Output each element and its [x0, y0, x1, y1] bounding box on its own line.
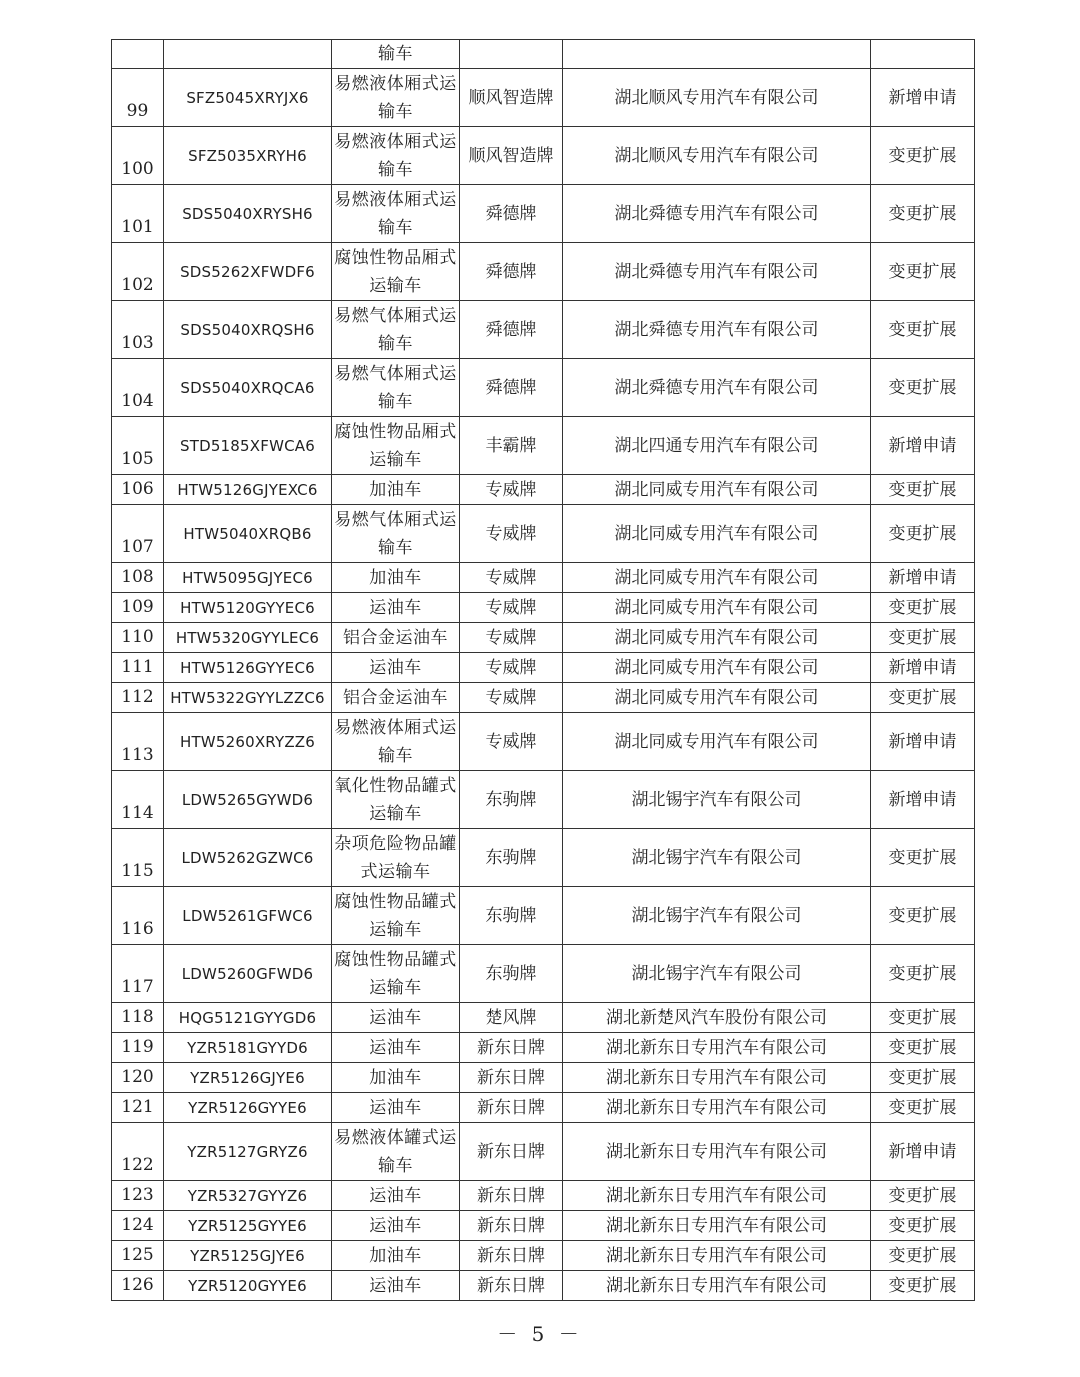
cell-model: LDW5260GFWD6: [164, 945, 332, 1003]
cell-no: 120: [112, 1063, 164, 1093]
cell-status: 新增申请: [871, 713, 975, 771]
cell-status: 变更扩展: [871, 623, 975, 653]
table-row: [112, 829, 975, 887]
cell-brand: 专威牌: [460, 623, 563, 653]
cell-status: 新增申请: [871, 771, 975, 829]
vehicle-name-line: 铝合金运油车: [343, 627, 448, 648]
cell-status: 变更扩展: [871, 301, 975, 359]
cell-brand: 东驹牌: [460, 829, 563, 887]
vehicle-name-line: 运油车: [369, 1097, 422, 1118]
cell-brand: 舜德牌: [460, 243, 563, 301]
cell-vehicle-name: [332, 359, 460, 417]
vehicle-name-line: 运输车: [369, 919, 422, 940]
cell-company: 湖北新东日专用汽车有限公司: [563, 1033, 871, 1063]
cell-status: 变更扩展: [871, 475, 975, 505]
cell-status: 变更扩展: [871, 1181, 975, 1211]
cell-company: 湖北同威专用汽车有限公司: [563, 505, 871, 563]
cell-vehicle-name: [332, 475, 460, 505]
cell-model: YZR5125GJYE6: [164, 1241, 332, 1271]
cell-model: SFZ5045XRYJX6: [164, 69, 332, 127]
cell-model: HTW5320GYYLEC6: [164, 623, 332, 653]
vehicle-name-line: 输车: [378, 159, 413, 180]
vehicle-name-line: 输车: [378, 537, 413, 558]
cell-company: 湖北锡宇汽车有限公司: [563, 887, 871, 945]
cell-model: STD5185XFWCA6: [164, 417, 332, 475]
cell-brand: 专威牌: [460, 505, 563, 563]
table-row: [112, 623, 975, 653]
cell-no: 116: [112, 887, 164, 945]
vehicle-name-line: 易燃气体厢式运: [334, 363, 457, 384]
table-row: [112, 1241, 975, 1271]
table-body: [112, 40, 975, 1301]
cell-model: LDW5265GYWD6: [164, 771, 332, 829]
cell-status: 变更扩展: [871, 945, 975, 1003]
vehicle-name-line: 输车: [378, 391, 413, 412]
cell-status: 新增申请: [871, 1123, 975, 1181]
cell-no: 118: [112, 1003, 164, 1033]
table-row: [112, 1181, 975, 1211]
cell-status: 变更扩展: [871, 1271, 975, 1301]
table-row: [112, 1063, 975, 1093]
cell-model: SDS5040XRQSH6: [164, 301, 332, 359]
cell-model: SDS5040XRQCA6: [164, 359, 332, 417]
cell-vehicle-name: [332, 1093, 460, 1123]
cell-company: 湖北同威专用汽车有限公司: [563, 713, 871, 771]
cell-brand: 舜德牌: [460, 301, 563, 359]
cell-no: 113: [112, 713, 164, 771]
table-row: [112, 301, 975, 359]
cell-no: 115: [112, 829, 164, 887]
vehicle-name-line: 杂项危险物品罐: [334, 833, 457, 854]
cell-no: 101: [112, 185, 164, 243]
table-row: [112, 475, 975, 505]
cell-vehicle-name: [332, 417, 460, 475]
table-row: [112, 127, 975, 185]
cell-status: 新增申请: [871, 653, 975, 683]
table-row: [112, 1211, 975, 1241]
vehicle-name-line: 氧化性物品罐式: [334, 775, 457, 796]
cell-status: 变更扩展: [871, 593, 975, 623]
vehicle-name-line: 运油车: [369, 1185, 422, 1206]
cell-status: 变更扩展: [871, 1241, 975, 1271]
cell-brand: 丰霸牌: [460, 417, 563, 475]
cell-brand: 顺风智造牌: [460, 127, 563, 185]
cell-status: 新增申请: [871, 417, 975, 475]
cell-no: 105: [112, 417, 164, 475]
vehicle-name-line: 运油车: [369, 597, 422, 618]
cell-vehicle-name: [332, 563, 460, 593]
cell-model: HTW5120GYYEC6: [164, 593, 332, 623]
cell-no: 119: [112, 1033, 164, 1063]
cell-model: SDS5262XFWDF6: [164, 243, 332, 301]
cell-company: 湖北新楚风汽车股份有限公司: [563, 1003, 871, 1033]
cell-brand: 新东日牌: [460, 1093, 563, 1123]
vehicle-name-line: 易燃气体厢式运: [334, 509, 457, 530]
cell-vehicle-name: [332, 127, 460, 185]
cell-status: 变更扩展: [871, 683, 975, 713]
cell-model: YZR5126GYYE6: [164, 1093, 332, 1123]
cell-model: SFZ5035XRYH6: [164, 127, 332, 185]
cell-brand: 新东日牌: [460, 1241, 563, 1271]
cell-no: 108: [112, 563, 164, 593]
cell-model: LDW5261GFWC6: [164, 887, 332, 945]
vehicle-name-line: 加油车: [369, 1067, 422, 1088]
cell-vehicle-name: [332, 1123, 460, 1181]
cell-vehicle-name: [332, 1241, 460, 1271]
table-row: [112, 1003, 975, 1033]
cell-company: 湖北同威专用汽车有限公司: [563, 653, 871, 683]
cell-company: 湖北顺风专用汽车有限公司: [563, 69, 871, 127]
cell-vehicle-name: [332, 1063, 460, 1093]
cell-no: 109: [112, 593, 164, 623]
cell-status: 新增申请: [871, 563, 975, 593]
vehicle-name-line: 易燃液体厢式运: [334, 717, 457, 738]
vehicle-name-line: 运输车: [369, 449, 422, 470]
cell-status: 变更扩展: [871, 127, 975, 185]
cell-vehicle-name: [332, 40, 460, 69]
cell-no: 123: [112, 1181, 164, 1211]
cell-status: 变更扩展: [871, 243, 975, 301]
vehicle-name-line: 易燃液体罐式运: [334, 1127, 457, 1148]
vehicle-name-line: 运油车: [369, 1007, 422, 1028]
cell-no: 111: [112, 653, 164, 683]
cell-company: 湖北同威专用汽车有限公司: [563, 623, 871, 653]
cell-no: 99: [112, 69, 164, 127]
cell-status: 变更扩展: [871, 359, 975, 417]
cell-company: 湖北舜德专用汽车有限公司: [563, 359, 871, 417]
cell-no: [112, 40, 164, 69]
vehicle-name-line: 腐蚀性物品厢式: [334, 247, 457, 268]
cell-company: 湖北锡宇汽车有限公司: [563, 829, 871, 887]
table-row: [112, 69, 975, 127]
cell-status: 变更扩展: [871, 1211, 975, 1241]
vehicle-name-line: 易燃液体厢式运: [334, 131, 457, 152]
vehicle-name-line: 腐蚀性物品罐式: [334, 891, 457, 912]
vehicle-name-line: 运输车: [369, 275, 422, 296]
vehicle-name-line: 式运输车: [360, 861, 431, 882]
cell-no: 106: [112, 475, 164, 505]
cell-brand: 东驹牌: [460, 771, 563, 829]
table-row: [112, 1033, 975, 1063]
cell-company: 湖北新东日专用汽车有限公司: [563, 1241, 871, 1271]
cell-vehicle-name: [332, 1033, 460, 1063]
vehicle-name-line: 输车: [378, 217, 413, 238]
cell-status: 变更扩展: [871, 1033, 975, 1063]
cell-vehicle-name: [332, 69, 460, 127]
vehicle-name-line: 输车: [378, 745, 413, 766]
cell-no: 114: [112, 771, 164, 829]
continued-row: [112, 40, 975, 69]
table-row: [112, 243, 975, 301]
table-row: [112, 683, 975, 713]
cell-company: 湖北同威专用汽车有限公司: [563, 563, 871, 593]
cell-company: 湖北舜德专用汽车有限公司: [563, 185, 871, 243]
cell-no: 110: [112, 623, 164, 653]
cell-brand: 新东日牌: [460, 1033, 563, 1063]
vehicle-name-line: 输车: [378, 101, 413, 122]
cell-model: HTW5095GJYEC6: [164, 563, 332, 593]
cell-no: 107: [112, 505, 164, 563]
cell-status: 新增申请: [871, 69, 975, 127]
cell-brand: 新东日牌: [460, 1181, 563, 1211]
vehicle-name-line: 加油车: [369, 1245, 422, 1266]
cell-status: 变更扩展: [871, 829, 975, 887]
cell-status: 变更扩展: [871, 1093, 975, 1123]
cell-company: 湖北新东日专用汽车有限公司: [563, 1093, 871, 1123]
cell-brand: 新东日牌: [460, 1123, 563, 1181]
cell-brand: 东驹牌: [460, 945, 563, 1003]
vehicle-name-line: 运油车: [369, 1275, 422, 1296]
vehicle-name-line: 运输车: [369, 803, 422, 824]
table-row: [112, 563, 975, 593]
cell-vehicle-name: [332, 887, 460, 945]
cell-vehicle-name: [332, 683, 460, 713]
cell-no: 122: [112, 1123, 164, 1181]
cell-vehicle-name: [332, 713, 460, 771]
cell-status: 变更扩展: [871, 1063, 975, 1093]
vehicle-name-line: 运油车: [369, 1215, 422, 1236]
cell-model: HTW5126GJYEXC6: [164, 475, 332, 505]
cell-brand: 专威牌: [460, 713, 563, 771]
cell-model: [164, 40, 332, 69]
cell-brand: 顺风智造牌: [460, 69, 563, 127]
table-row: [112, 945, 975, 1003]
cell-brand: 舜德牌: [460, 185, 563, 243]
table-row: [112, 771, 975, 829]
cell-model: LDW5262GZWC6: [164, 829, 332, 887]
vehicle-name-line: 铝合金运油车: [343, 687, 448, 708]
cell-model: YZR5327GYYZ6: [164, 1181, 332, 1211]
cell-company: 湖北四通专用汽车有限公司: [563, 417, 871, 475]
cell-company: 湖北锡宇汽车有限公司: [563, 945, 871, 1003]
cell-company: 湖北舜德专用汽车有限公司: [563, 301, 871, 359]
cell-no: 117: [112, 945, 164, 1003]
cell-brand: 舜德牌: [460, 359, 563, 417]
cell-no: 104: [112, 359, 164, 417]
vehicle-name-line: 运输车: [369, 977, 422, 998]
cell-model: YZR5125GYYE6: [164, 1211, 332, 1241]
table-row: [112, 1093, 975, 1123]
cell-model: SDS5040XRYSH6: [164, 185, 332, 243]
cell-company: [563, 40, 871, 69]
cell-no: 102: [112, 243, 164, 301]
cell-model: HTW5126GYYEC6: [164, 653, 332, 683]
cell-company: 湖北舜德专用汽车有限公司: [563, 243, 871, 301]
vehicle-name-line: 易燃液体厢式运: [334, 73, 457, 94]
cell-brand: 专威牌: [460, 653, 563, 683]
cell-no: 124: [112, 1211, 164, 1241]
cell-company: 湖北新东日专用汽车有限公司: [563, 1271, 871, 1301]
vehicle-name-line: 输车: [378, 44, 413, 64]
cell-vehicle-name: [332, 945, 460, 1003]
cell-brand: 新东日牌: [460, 1211, 563, 1241]
cell-company: 湖北新东日专用汽车有限公司: [563, 1123, 871, 1181]
table-row: [112, 593, 975, 623]
cell-model: YZR5127GRYZ6: [164, 1123, 332, 1181]
cell-vehicle-name: [332, 1271, 460, 1301]
cell-vehicle-name: [332, 1211, 460, 1241]
table-row: [112, 505, 975, 563]
page-number: － 5 －: [497, 1322, 583, 1346]
cell-vehicle-name: [332, 1003, 460, 1033]
cell-vehicle-name: [332, 593, 460, 623]
cell-brand: 楚风牌: [460, 1003, 563, 1033]
cell-vehicle-name: [332, 771, 460, 829]
cell-model: HTW5040XRQB6: [164, 505, 332, 563]
vehicle-catalog-table: [111, 39, 975, 1301]
table-row: [112, 713, 975, 771]
cell-no: 103: [112, 301, 164, 359]
cell-model: YZR5120GYYE6: [164, 1271, 332, 1301]
cell-no: 100: [112, 127, 164, 185]
vehicle-name-line: 运油车: [369, 1037, 422, 1058]
cell-no: 121: [112, 1093, 164, 1123]
cell-status: 变更扩展: [871, 1003, 975, 1033]
table-row: [112, 887, 975, 945]
cell-status: 变更扩展: [871, 887, 975, 945]
cell-vehicle-name: [332, 623, 460, 653]
cell-model: HQG5121GYYGD6: [164, 1003, 332, 1033]
table-row: [112, 359, 975, 417]
vehicle-name-line: 易燃液体厢式运: [334, 189, 457, 210]
cell-brand: 新东日牌: [460, 1271, 563, 1301]
cell-model: YZR5126GJYE6: [164, 1063, 332, 1093]
cell-company: 湖北同威专用汽车有限公司: [563, 475, 871, 505]
table-row: [112, 1271, 975, 1301]
cell-brand: 专威牌: [460, 593, 563, 623]
cell-brand: 专威牌: [460, 563, 563, 593]
cell-no: 126: [112, 1271, 164, 1301]
cell-company: 湖北新东日专用汽车有限公司: [563, 1211, 871, 1241]
cell-company: 湖北同威专用汽车有限公司: [563, 593, 871, 623]
cell-company: 湖北锡宇汽车有限公司: [563, 771, 871, 829]
vehicle-name-line: 输车: [378, 1155, 413, 1176]
cell-model: YZR5181GYYD6: [164, 1033, 332, 1063]
vehicle-name-line: 加油车: [369, 479, 422, 500]
table-row: [112, 417, 975, 475]
cell-company: 湖北新东日专用汽车有限公司: [563, 1181, 871, 1211]
cell-no: 112: [112, 683, 164, 713]
cell-brand: [460, 40, 563, 69]
vehicle-name-line: 腐蚀性物品厢式: [334, 421, 457, 442]
vehicle-name-line: 输车: [378, 333, 413, 354]
vehicle-name-line: 易燃气体厢式运: [334, 305, 457, 326]
cell-brand: 新东日牌: [460, 1063, 563, 1093]
table-row: [112, 185, 975, 243]
cell-company: 湖北同威专用汽车有限公司: [563, 683, 871, 713]
table-row: [112, 653, 975, 683]
vehicle-name-line: 运油车: [369, 657, 422, 678]
cell-model: HTW5322GYYLZZC6: [164, 683, 332, 713]
cell-no: 125: [112, 1241, 164, 1271]
cell-vehicle-name: [332, 505, 460, 563]
cell-vehicle-name: [332, 243, 460, 301]
vehicle-name-line: 腐蚀性物品罐式: [334, 949, 457, 970]
cell-brand: 专威牌: [460, 475, 563, 505]
cell-vehicle-name: [332, 301, 460, 359]
cell-vehicle-name: [332, 653, 460, 683]
cell-company: 湖北新东日专用汽车有限公司: [563, 1063, 871, 1093]
cell-vehicle-name: [332, 185, 460, 243]
cell-status: 变更扩展: [871, 505, 975, 563]
cell-vehicle-name: [332, 1181, 460, 1211]
cell-model: HTW5260XRYZZ6: [164, 713, 332, 771]
cell-brand: 专威牌: [460, 683, 563, 713]
cell-vehicle-name: [332, 829, 460, 887]
table-row: [112, 1123, 975, 1181]
cell-status: [871, 40, 975, 69]
cell-brand: 东驹牌: [460, 887, 563, 945]
vehicle-name-line: 加油车: [369, 567, 422, 588]
cell-status: 变更扩展: [871, 185, 975, 243]
cell-company: 湖北顺风专用汽车有限公司: [563, 127, 871, 185]
